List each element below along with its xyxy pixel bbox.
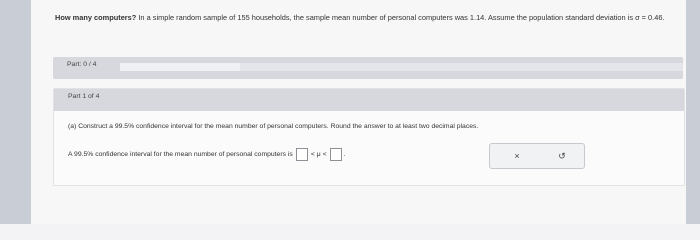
left-frame <box>0 0 31 224</box>
answer-prefix: A 99.5% confidence interval for the mean number of personal computers is <box>68 150 293 158</box>
part-header <box>54 89 684 111</box>
progress-highlight <box>120 63 240 71</box>
lower-bound-input[interactable] <box>296 148 308 161</box>
upper-bound-input[interactable] <box>330 148 342 161</box>
question-text <box>55 11 675 24</box>
answer-line <box>68 147 346 161</box>
undo-icon[interactable]: ↺ <box>558 150 566 161</box>
answer-period: . <box>343 150 346 158</box>
right-frame <box>686 0 700 224</box>
part-instruction: (a) Construct a 99.5% confidence interval for the mean number of personal computers. Round the answer to at least two decimal places. <box>68 123 479 130</box>
less-than-right: < <box>322 150 327 158</box>
mu-symbol: μ <box>316 150 321 158</box>
clear-icon[interactable]: × <box>514 151 520 161</box>
part-progress-label: Part: 0 / 4 <box>67 61 97 68</box>
less-than-left: < <box>310 150 315 158</box>
part-progress-bar <box>53 57 683 79</box>
progress-track <box>120 63 683 71</box>
question-title: How many computers? <box>55 13 137 22</box>
question-body: In a simple random sample of 155 households, the sample mean number of personal computers was 1.14. Assume the population standard deviation is σ = 0.46. <box>138 13 665 22</box>
question-content <box>31 0 686 224</box>
answer-tool-panel <box>489 143 585 169</box>
part-header-label: Part 1 of 4 <box>68 93 100 100</box>
part-card <box>53 88 685 186</box>
